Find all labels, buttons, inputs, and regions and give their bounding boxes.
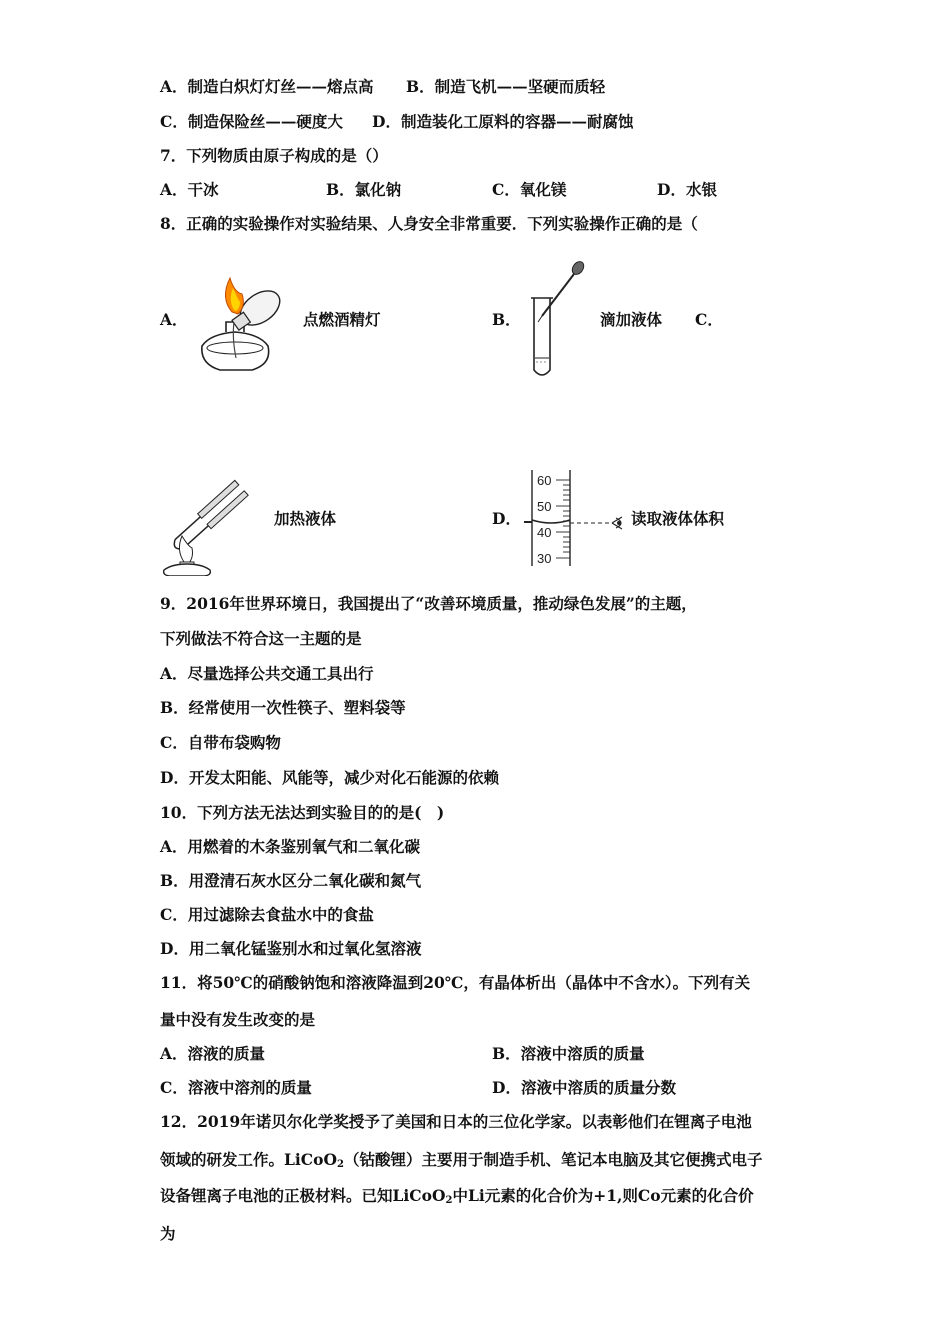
cylinder-tick-60: 60: [537, 473, 552, 488]
q11-option-d: D．溶液中溶质的质量分数: [492, 1078, 676, 1097]
q9-stem-line2: 下列做法不符合这一主题的是: [160, 629, 362, 648]
q7-option-a: A．干冰: [160, 180, 219, 199]
q10-option-d: D．用二氧化锰鉴别水和过氧化氢溶液: [160, 939, 422, 958]
q7-option-d: D．水银: [657, 180, 717, 199]
q7-option-c: C．氧化镁: [492, 180, 567, 199]
q10-option-a: A．用燃着的木条鉴别氧气和二氧化碳: [160, 837, 421, 856]
q11-option-c: C．溶液中溶剂的质量: [160, 1078, 312, 1097]
q6-option-d: D．制造装化工原料的容器——耐腐蚀: [372, 112, 634, 131]
q9-option-b: B．经常使用一次性筷子、塑料袋等: [160, 698, 406, 717]
q12-line1: 12．2019年诺贝尔化学奖授予了美国和日本的三位化学家。以表彰他们在锂离子电池: [160, 1112, 752, 1131]
q8-option-c-caption: 加热液体: [274, 509, 337, 528]
q8-option-a-letter: A．: [160, 310, 188, 329]
q8-option-b-caption: 滴加液体: [600, 310, 663, 329]
graduated-cylinder-figure: [520, 466, 630, 570]
q12-line3-subscript: 2: [445, 1195, 453, 1206]
q12-line2-part1: 领域的研发工作。LiCoO: [160, 1150, 337, 1169]
cylinder-tick-50: 50: [537, 499, 552, 514]
q6-option-c: C．制造保险丝——硬度大: [160, 112, 343, 131]
q12-line2-part2: （钴酸锂）主要用于制造手机、笔记本电脑及其它便携式电子: [343, 1150, 763, 1169]
q8-option-b-letter: B．: [492, 310, 521, 329]
q9-option-c: C．自带布袋购物: [160, 733, 281, 752]
q12-line2: [160, 1150, 762, 1175]
q8-option-a-caption: 点燃酒精灯: [303, 310, 381, 329]
q12-line2-subscript: 2: [336, 1159, 344, 1170]
q7-option-b: B．氯化钠: [326, 180, 402, 199]
q12-line3-part1: 设备锂离子电池的正极材料。已知LiCoO: [160, 1186, 446, 1205]
q11-option-b: B．溶液中溶质的质量: [492, 1044, 645, 1063]
q10-option-b: B．用澄清石灰水区分二氧化碳和氮气: [160, 871, 422, 890]
q11-stem-line2: 量中没有发生改变的是: [160, 1010, 316, 1029]
q10-option-c: C．用过滤除去食盐水中的食盐: [160, 905, 374, 924]
dropper-test-tube-figure: [520, 258, 590, 382]
q9-option-d: D．开发太阳能、风能等，减少对化石能源的依赖: [160, 768, 499, 787]
q6-option-a: A．制造白炽灯灯丝——熔点高: [160, 77, 374, 96]
cylinder-tick-30: 30: [537, 551, 552, 566]
heating-liquid-figure: [158, 458, 270, 576]
q9-stem-line1: 9．2016年世界环境日，我国提出了“改善环境质量，推动绿色发展”的主题，: [160, 594, 697, 613]
alcohol-lamp-lighting-figure: [190, 268, 298, 378]
q8-option-d-letter: D．: [492, 509, 521, 528]
q11-stem-line1: 11．将50℃的硝酸钠饱和溶液降温到20℃，有晶体析出（晶体中不含水）。下列有关: [160, 973, 751, 992]
q6-option-b: B．制造飞机——坚硬而质轻: [406, 77, 606, 96]
q12-line4: 为: [160, 1224, 176, 1243]
q8-option-d-caption: 读取液体体积: [631, 509, 725, 528]
q8-stem: 8．正确的实验操作对实验结果、人身安全非常重要．下列实验操作正确的是（: [160, 214, 698, 233]
q10-stem: 10．下列方法无法达到实验目的的是( ): [160, 803, 445, 822]
q9-option-a: A．尽量选择公共交通工具出行: [160, 664, 374, 683]
q12-line3-part2: 中Li元素的化合价为+1,则Co元素的化合价: [452, 1186, 754, 1205]
q11-option-a: A．溶液的质量: [160, 1044, 266, 1063]
q7-stem: 7．下列物质由原子构成的是（）: [160, 146, 388, 165]
cylinder-tick-40: 40: [537, 525, 552, 540]
q12-line3: [160, 1186, 754, 1211]
q8-option-c-letter: C．: [695, 310, 723, 329]
